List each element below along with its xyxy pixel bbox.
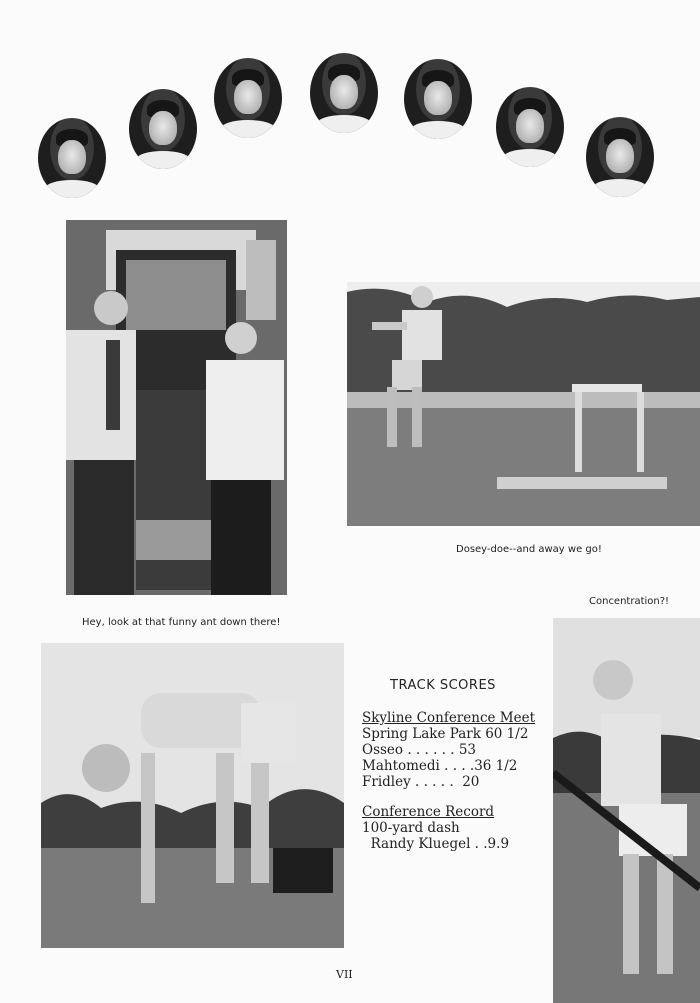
portrait-1 (38, 118, 106, 198)
vault-caption: Concentration?! (589, 596, 670, 607)
record-holder: Randy Kluegel . .9.9 (362, 836, 510, 852)
meet-heading: Skyline Conference Meet (362, 710, 536, 726)
portrait-7 (586, 117, 654, 197)
meet-result-row: Spring Lake Park 60 1/2 (362, 726, 529, 742)
record-heading: Conference Record (362, 804, 495, 820)
hurdle-photo (347, 282, 700, 526)
track-scores (362, 678, 552, 852)
portrait-2 (129, 89, 197, 169)
stretch-photo (41, 643, 344, 948)
portrait-4 (310, 53, 378, 133)
page-number: VII (336, 968, 353, 981)
bus-caption: Hey, look at that funny ant down there! (82, 617, 281, 628)
meet-result-row: Mahtomedi . . . .36 1/2 (362, 758, 518, 774)
meet-result-row: Osseo . . . . . . 53 (362, 742, 477, 758)
portrait-5 (404, 59, 472, 139)
bus-photo (66, 220, 287, 595)
portrait-6 (496, 87, 564, 167)
hurdle-caption: Dosey-doe--and away we go! (456, 544, 602, 555)
meet-result-row: Fridley . . . . . 20 (362, 774, 480, 790)
track-scores-title: TRACK SCORES (390, 678, 496, 693)
portrait-3 (214, 58, 282, 138)
record-event: 100-yard dash (362, 820, 460, 836)
vault-photo (553, 618, 700, 1003)
